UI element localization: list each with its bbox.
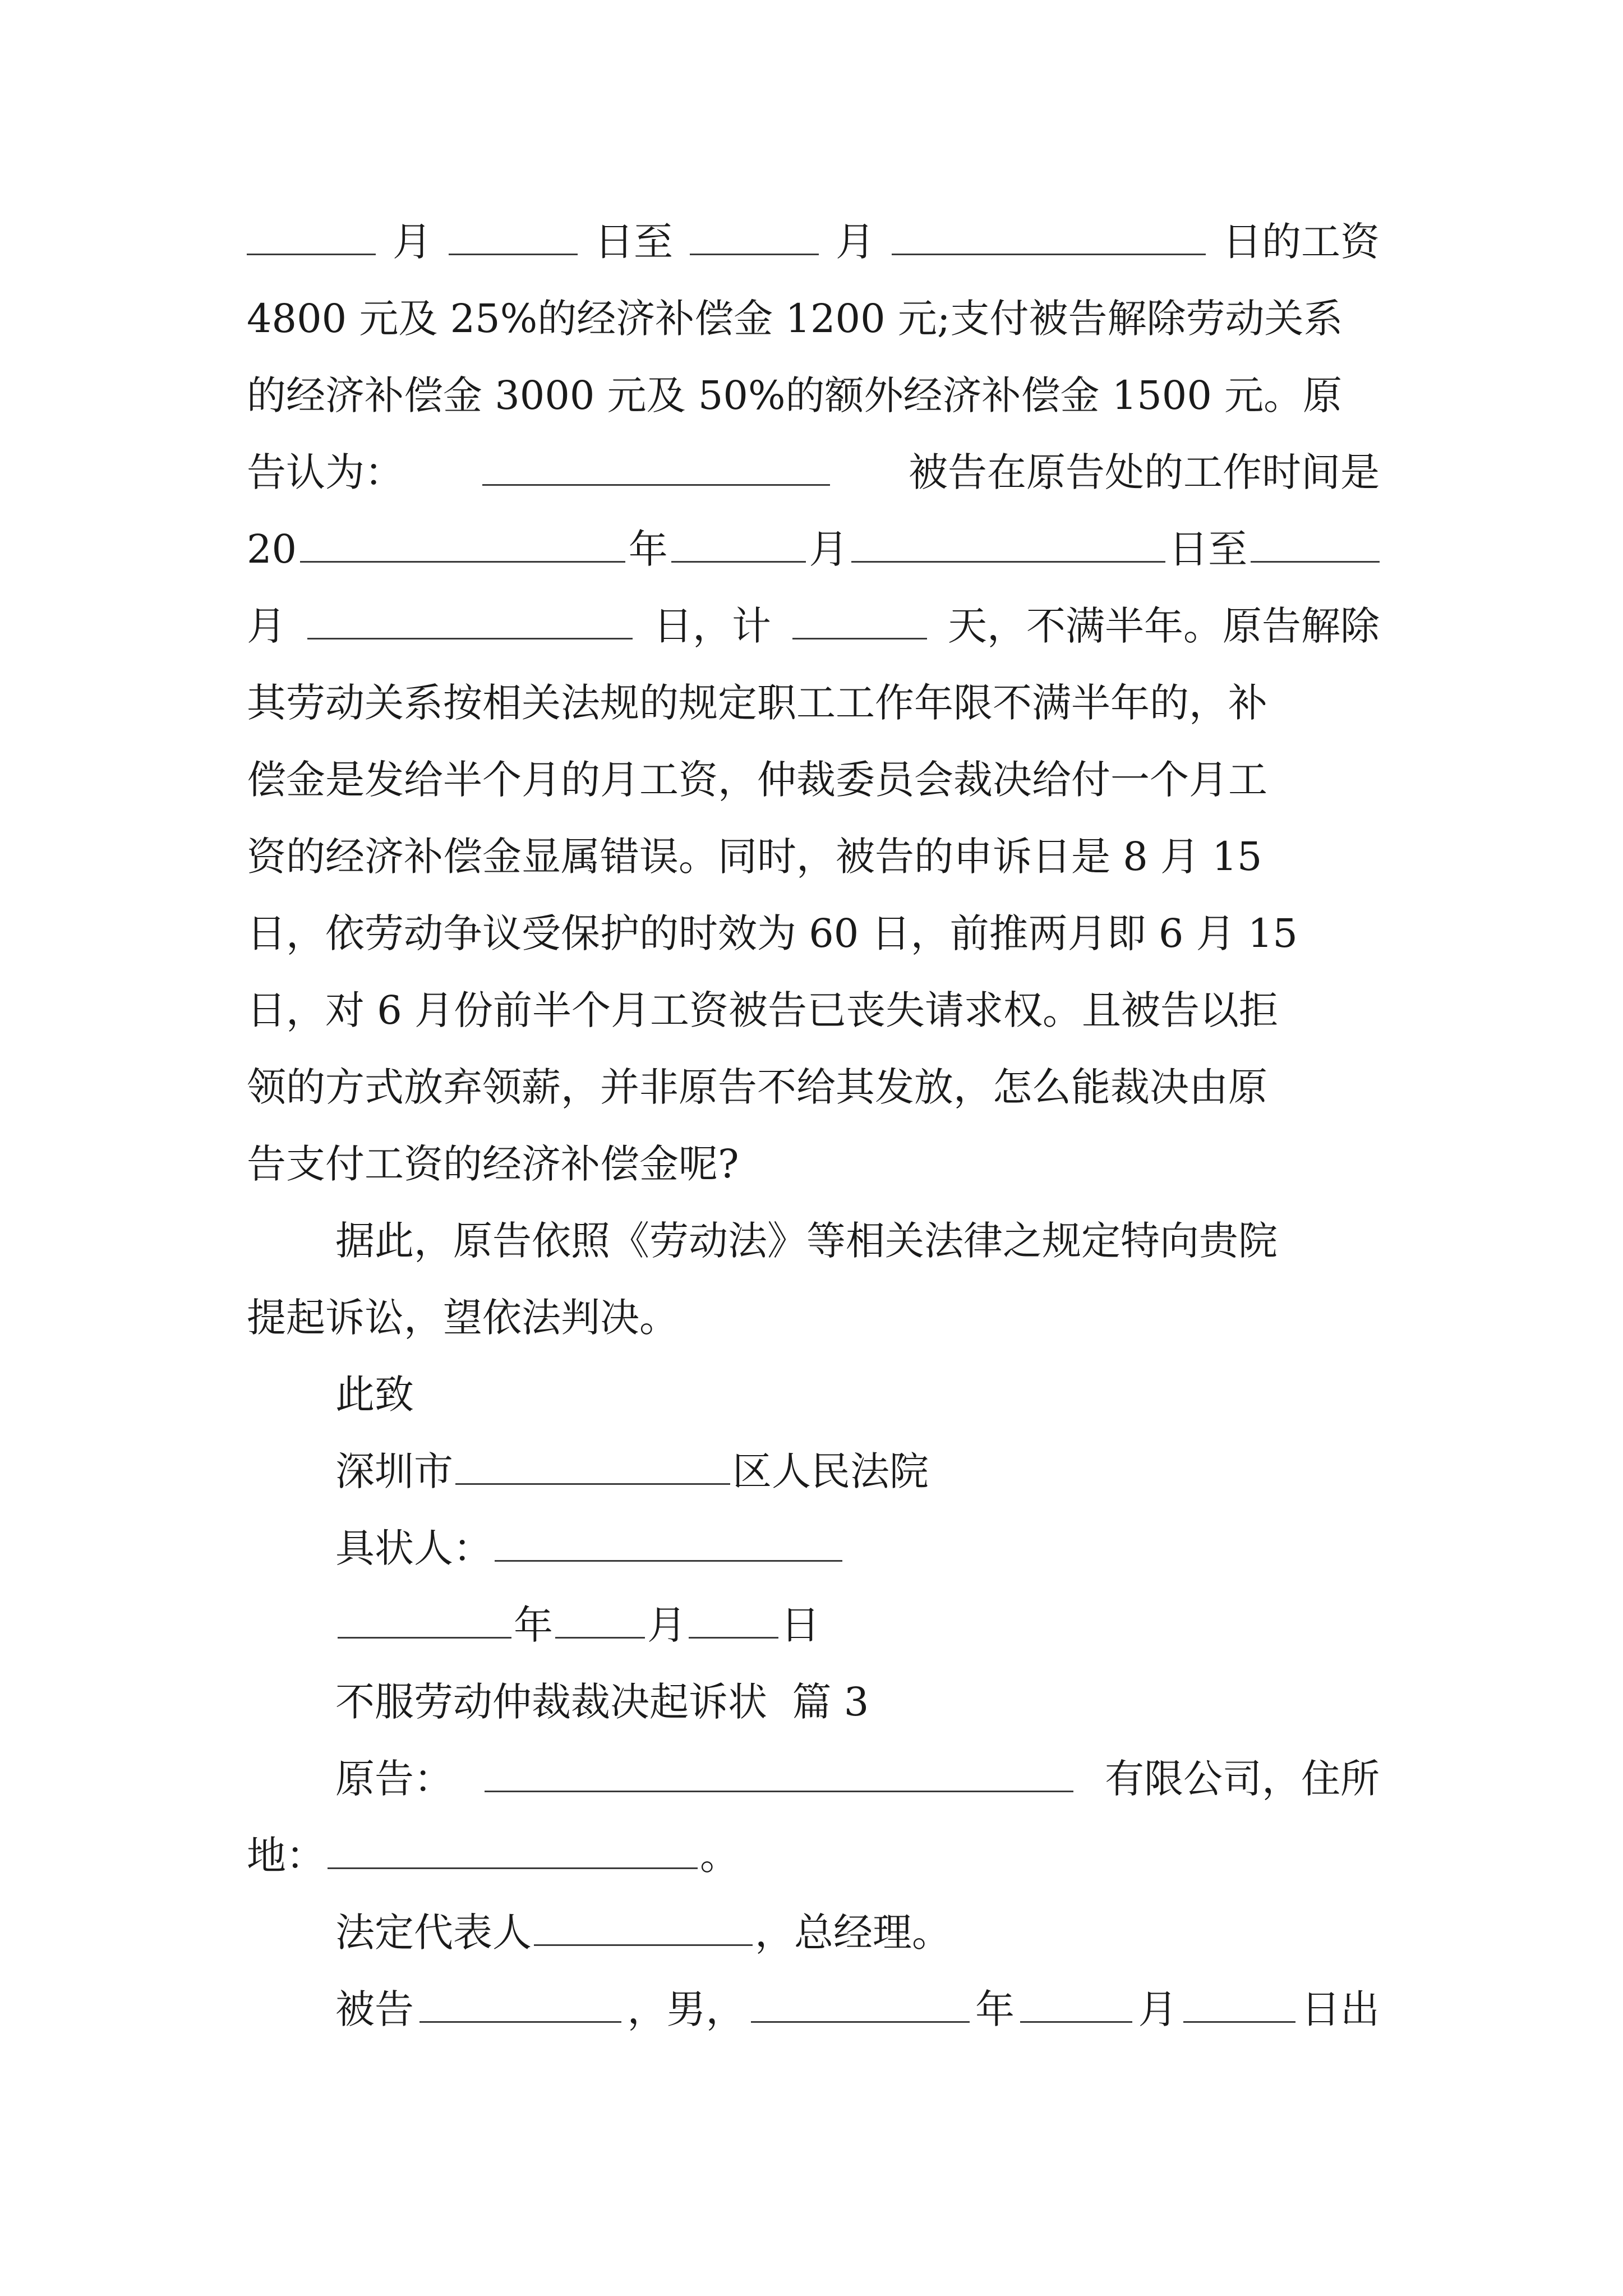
text-fragment: 日，对 6 月份前半个月工资被告已丧失请求权。且被告以拒 <box>247 987 1279 1033</box>
fill-blank <box>555 1602 645 1639</box>
text-fragment: 偿金是发给半个月的月工资，仲裁委员会裁决给付一个月工 <box>247 757 1267 803</box>
text-line <box>247 900 1380 967</box>
text-fragment: 深圳市 <box>335 1448 453 1494</box>
fill-blank <box>689 1602 778 1639</box>
text-line <box>335 1207 1380 1274</box>
text-line <box>335 1515 1380 1582</box>
text-fragment: 有限公司，住所 <box>1105 1756 1380 1802</box>
text-fragment: 月 <box>247 603 286 649</box>
text-line <box>335 1438 1380 1505</box>
fill-blank <box>455 1448 730 1485</box>
text-line <box>335 1976 1380 2043</box>
text-line <box>247 669 1380 737</box>
text-fragment: 被告 <box>335 1986 414 2032</box>
text-fragment: 4800 元及 25%的经济补偿金 1200 元;支付被告解除劳动关系 <box>247 296 1343 342</box>
text-fragment: 月 <box>836 219 875 265</box>
text-fragment: 日至 <box>594 219 673 265</box>
text-fragment: 年 <box>975 1986 1015 2032</box>
fill-blank <box>449 219 578 255</box>
fill-blank <box>338 1602 511 1639</box>
fill-blank <box>792 603 927 639</box>
text-fragment: 资的经济补偿金显属错误。同时，被告的申诉日是 8 月 15 <box>247 834 1262 880</box>
text-fragment: ，男， <box>627 1986 745 2032</box>
fill-blank <box>1183 1986 1295 2023</box>
text-line <box>247 592 1380 660</box>
text-line <box>247 362 1380 429</box>
section-heading <box>335 1668 1380 1736</box>
text-fragment: 20 <box>247 526 297 572</box>
fill-blank <box>1251 526 1380 563</box>
fill-blank <box>419 1986 621 2023</box>
text-line <box>247 516 1380 583</box>
text-fragment: 被告在原告处的工作时间是 <box>909 449 1380 495</box>
fill-blank <box>495 1525 842 1562</box>
text-fragment: 法定代表人 <box>335 1910 532 1955</box>
text-fragment: 年 <box>628 526 668 572</box>
text-line <box>335 1591 1380 1659</box>
text-fragment: 日至 <box>1169 526 1248 572</box>
text-fragment: 。 <box>700 1833 739 1879</box>
text-line <box>247 977 1380 1044</box>
text-line <box>247 285 1380 352</box>
text-line <box>335 1745 1380 1812</box>
text-fragment: 月 <box>647 1602 686 1648</box>
text-fragment: 日 <box>781 1602 820 1648</box>
fill-blank <box>851 526 1165 563</box>
fill-blank <box>300 526 625 563</box>
fill-blank <box>328 1833 698 1869</box>
text-line <box>247 1130 1380 1198</box>
text-fragment: 地： <box>247 1833 325 1879</box>
fill-blank <box>485 1756 1073 1792</box>
text-fragment: 年 <box>514 1602 553 1648</box>
text-line <box>247 1284 1380 1351</box>
text-fragment: 领的方式放弃领薪，并非原告不给其发放，怎么能裁决由原 <box>247 1064 1267 1110</box>
fill-blank <box>534 1910 753 1946</box>
text-line <box>247 439 1380 506</box>
fill-blank <box>690 219 819 255</box>
text-line <box>335 1361 1380 1428</box>
text-line <box>247 746 1380 813</box>
text-line <box>335 1899 1380 1966</box>
fill-blank <box>247 219 376 255</box>
text-fragment: 原告： <box>335 1756 453 1802</box>
text-line <box>247 823 1380 890</box>
fill-blank <box>307 603 633 639</box>
text-fragment: 告支付工资的经济补偿金呢? <box>247 1141 739 1187</box>
text-fragment: 日出 <box>1301 1986 1380 2032</box>
fill-blank <box>671 526 806 563</box>
text-fragment: 日，依劳动争议受保护的时效为 60 日，前推两月即 6 月 15 <box>247 910 1298 956</box>
text-fragment: 提起诉讼，望依法判决。 <box>247 1295 679 1341</box>
text-fragment: 区人民法院 <box>732 1448 929 1494</box>
text-fragment: 不服劳动仲裁裁决起诉状 篇 3 <box>335 1679 869 1725</box>
text-fragment: 其劳动关系按相关法规的规定职工工作年限不满半年的，补 <box>247 680 1267 726</box>
text-line <box>247 1822 1380 1889</box>
fill-blank <box>1020 1986 1132 2023</box>
text-fragment: 日的工资 <box>1223 219 1380 265</box>
text-fragment: 据此，原告依照《劳动法》等相关法律之规定特向贵院 <box>335 1218 1278 1264</box>
text-fragment: ，总经理。 <box>755 1910 951 1955</box>
text-fragment: 日，计 <box>653 603 771 649</box>
text-fragment: 告认为： <box>247 449 404 495</box>
text-line <box>247 208 1380 275</box>
text-fragment: 月 <box>1138 1986 1178 2032</box>
text-fragment: 具状人： <box>335 1525 492 1571</box>
text-fragment: 此致 <box>335 1372 414 1418</box>
text-fragment: 月 <box>809 526 849 572</box>
text-line <box>247 1053 1380 1121</box>
fill-blank <box>482 449 830 486</box>
text-fragment: 月 <box>393 219 432 265</box>
text-fragment: 天，不满半年。原告解除 <box>948 603 1380 649</box>
fill-blank <box>751 1986 970 2023</box>
fill-blank <box>892 219 1206 255</box>
text-fragment: 的经济补偿金 3000 元及 50%的额外经济补偿金 1500 元。原 <box>247 372 1343 418</box>
